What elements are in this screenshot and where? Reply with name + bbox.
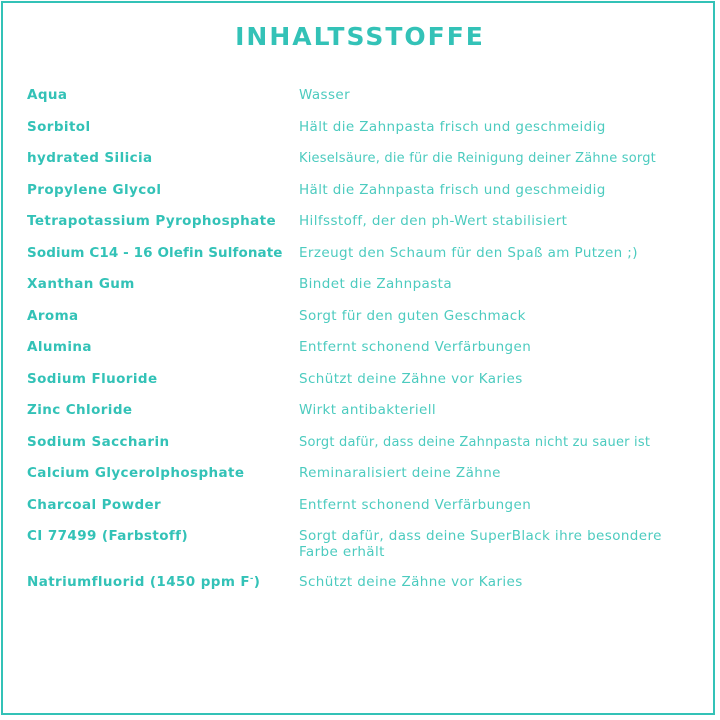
ingredient-name: Xanthan Gum [27, 276, 135, 292]
ingredient-row [27, 496, 697, 515]
ingredient-name: Alumina [27, 339, 92, 355]
ingredient-row [27, 181, 697, 200]
ingredient-row [27, 370, 697, 389]
ingredients-list [27, 86, 697, 604]
ingredient-name: Aroma [27, 307, 79, 324]
ingredient-name-superscript: - [250, 573, 254, 582]
ingredient-name: CI 77499 (Farbstoff) [27, 528, 189, 544]
ingredient-description: Hält die Zahnpasta frisch und geschmeidig [299, 118, 606, 135]
ingredient-name: Calcium Glycerolphosphate [27, 465, 245, 481]
ingredient-description: Sorgt dafür, dass deine SuperBlack ihre besondere Farbe erhält [299, 528, 662, 560]
ingredient-name: Sodium Saccharin [27, 433, 170, 450]
ingredient-row [27, 244, 697, 263]
ingredient-description: Schützt deine Zähne vor Karies [299, 370, 523, 387]
ingredient-row [27, 86, 697, 105]
ingredient-name: Sodium C14 - 16 Olefin Sulfonate [27, 244, 283, 261]
ingredient-row [27, 118, 697, 137]
ingredient-name-close: ) [253, 573, 261, 590]
ingredient-row [27, 433, 697, 452]
ingredient-description: Bindet die Zahnpasta [299, 276, 453, 292]
ingredient-description: Hält die Zahnpasta frisch und geschmeidig [299, 181, 606, 198]
ingredient-row [27, 573, 697, 592]
ingredient-name: hydrated Silicia [27, 150, 153, 166]
page-title: INHALTSSTOFFE [235, 22, 485, 51]
ingredient-name-natriumfluorid [27, 573, 299, 592]
ingredient-name: Propylene Glycol [27, 181, 162, 198]
ingredient-name: Sodium Fluoride [27, 370, 158, 387]
ingredient-description: Entfernt schonend Verfärbungen [299, 339, 532, 355]
ingredient-row [27, 527, 697, 560]
ingredient-name: Charcoal Powder [27, 496, 162, 513]
ingredient-row [27, 464, 697, 483]
ingredient-description: Sorgt dafür, dass deine Zahnpasta nicht zu sauer ist [299, 434, 651, 450]
ingredient-row [27, 401, 697, 420]
ingredient-description: Wasser [299, 87, 351, 103]
ingredient-row [27, 275, 697, 294]
ingredient-row [27, 338, 697, 357]
ingredient-name: Sorbitol [27, 118, 91, 135]
ingredient-name: Aqua [27, 87, 68, 103]
ingredient-description: Sorgt für den guten Geschmack [299, 307, 526, 324]
ingredient-description: Schützt deine Zähne vor Karies [299, 573, 523, 590]
ingredient-description: Entfernt schonend Verfärbungen [299, 496, 532, 513]
ingredient-row [27, 307, 697, 326]
ingredient-name-main: Natriumfluorid (1450 ppm F [27, 573, 251, 590]
ingredient-row [27, 212, 697, 231]
ingredient-name: Tetrapotassium Pyrophosphate [27, 213, 277, 229]
ingredient-description: Hilfsstoff, der den ph-Wert stabilisiert [299, 213, 568, 229]
ingredient-row [27, 149, 697, 168]
ingredient-description: Reminaralisiert deine Zähne [299, 465, 501, 481]
ingredient-description: Kieselsäure, die für die Reinigung deiner Zähne sorgt [299, 151, 656, 166]
ingredient-description: Erzeugt den Schaum für den Spaß am Putzen ;) [299, 244, 638, 261]
ingredient-name: Zinc Chloride [27, 402, 133, 418]
ingredient-description: Wirkt antibakteriell [299, 402, 436, 418]
